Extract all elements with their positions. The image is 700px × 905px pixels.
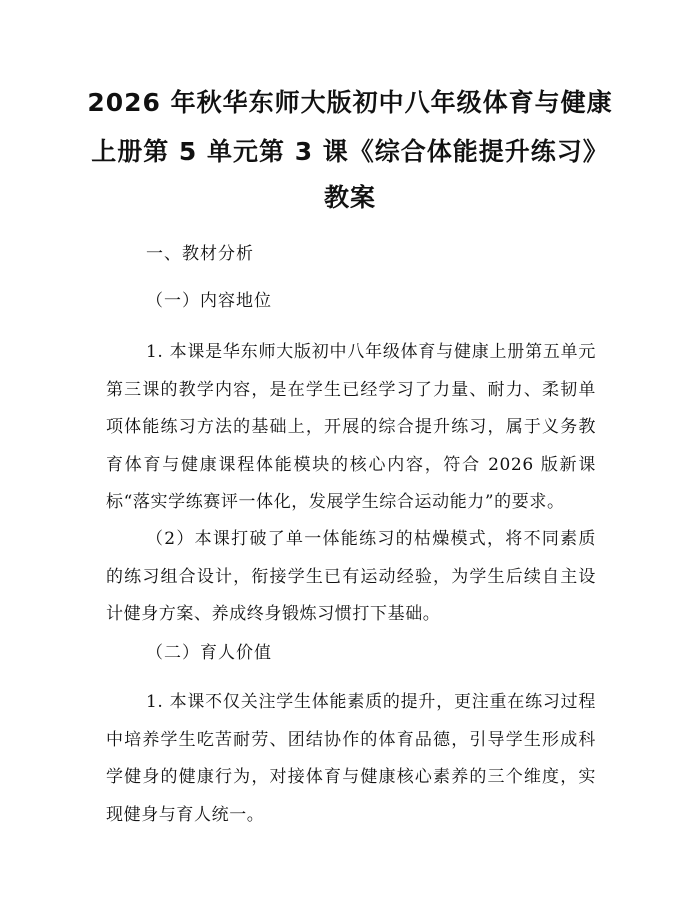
document-title-line-2: 上册第 5 单元第 3 课《综合体能提升练习》 [91, 137, 609, 166]
paragraph-content-position-2: （2）本课打破了单一体能练习的枯燥模式，将不同素质的练习组合设计，衔接学生已有运动经验，为学生后续自主设计健身方案、养成终身锻炼习惯打下基础。 [106, 529, 596, 624]
section-heading-material-analysis: 一、教材分析 [146, 244, 254, 264]
paragraph-educational-value-1: 1. 本课不仅关注学生体能素质的提升，更注重在练习过程中培养学生吃苦耐劳、团结协作的体育品德，引导学生形成科学健身的健康行为，对接体育与健康核心素养的三个维度，实现健身与育人统一。 [106, 692, 596, 825]
paragraph-content-position-1: 1. 本课是华东师大版初中八年级体育与健康上册第五单元第三课的教学内容，是在学生已经学习了力量、耐力、柔韧单项体能练习方法的基础上，开展的综合提升练习，属于义务教育体育与健康课程体能模块的核心内容，符合 2026 版新课标“落实学练赛评一体化，发展学生综合运动能力”的要求。 [106, 342, 596, 512]
subsection-heading-content-position: （一）内容地位 [146, 291, 272, 311]
subsection-heading-educational-value: （二）育人价值 [146, 643, 272, 663]
document-title-line-3: 教案 [323, 183, 376, 212]
document-title-line-1: 2026 年秋华东师大版初中八年级体育与健康 [87, 88, 613, 117]
